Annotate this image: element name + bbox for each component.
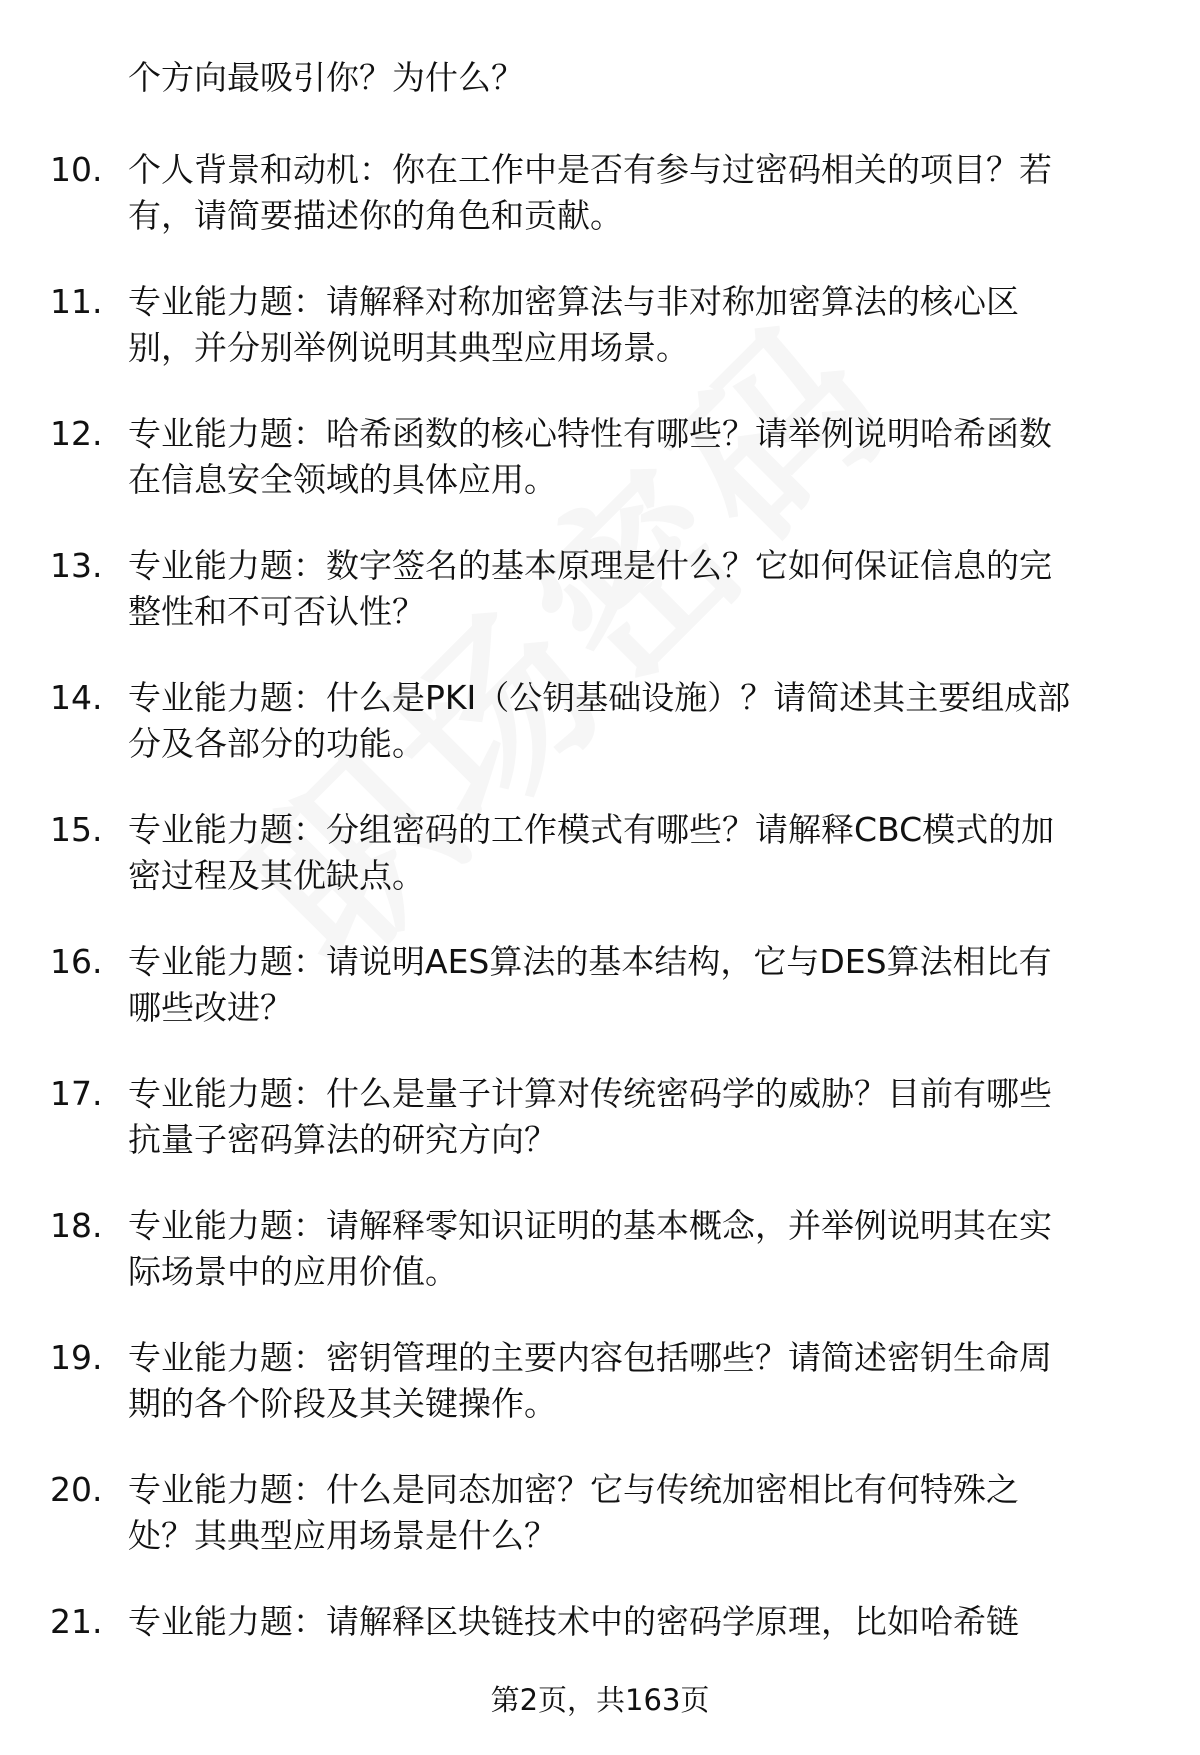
question-text-line: 在信息安全领域的具体应用。 (128, 460, 557, 499)
question-text-line: 分及各部分的功能。 (128, 724, 425, 763)
question-text-line: 专业能力题：数字签名的基本原理是什么？它如何保证信息的完 (128, 546, 1052, 585)
question-item (0, 147, 1200, 279)
question-text-line: 专业能力题：分组密码的工作模式有哪些？请解释CBC模式的加 (128, 810, 1055, 849)
question-text-line: 专业能力题：什么是PKI（公钥基础设施）？请简述其主要组成部 (128, 678, 1071, 717)
question-text-line: 处？其典型应用场景是什么？ (128, 1516, 557, 1555)
question-text-line: 专业能力题：密钥管理的主要内容包括哪些？请简述密钥生命周 (128, 1338, 1052, 1377)
question-item (0, 411, 1200, 543)
question-item (0, 279, 1200, 411)
question-text-line: 别，并分别举例说明其典型应用场景。 (128, 328, 689, 367)
question-text (128, 675, 1168, 767)
question-number: 17. (50, 1074, 103, 1113)
question-text (128, 939, 1168, 1031)
question-number: 16. (50, 942, 103, 981)
question-text (128, 1335, 1168, 1427)
question-number: 20. (50, 1470, 103, 1509)
question-number: 21. (50, 1602, 103, 1641)
question-item (0, 675, 1200, 807)
question-number: 18. (50, 1206, 103, 1245)
question-text-line: 专业能力题：请解释零知识证明的基本概念，并举例说明其在实 (128, 1206, 1052, 1245)
question-number: 14. (50, 678, 103, 717)
question-number: 13. (50, 546, 103, 585)
question-text-line: 际场景中的应用价值。 (128, 1252, 458, 1291)
question-text-line: 个人背景和动机：你在工作中是否有参与过密码相关的项目？若 (128, 150, 1052, 189)
question-text (128, 411, 1168, 503)
question-text-line: 专业能力题：请解释对称加密算法与非对称加密算法的核心区 (128, 282, 1019, 321)
question-item (0, 543, 1200, 675)
question-list (0, 147, 1200, 1731)
question-text-line: 专业能力题：什么是同态加密？它与传统加密相比有何特殊之 (128, 1470, 1019, 1509)
question-item (0, 1071, 1200, 1203)
question-number: 10. (50, 150, 103, 189)
question-item (0, 1335, 1200, 1467)
question-text (128, 1071, 1168, 1163)
question-text-line: 整性和不可否认性？ (128, 592, 425, 631)
question-number: 19. (50, 1338, 103, 1377)
question-text-line: 密过程及其优缺点。 (128, 856, 425, 895)
question-text-line: 期的各个阶段及其关键操作。 (128, 1384, 557, 1423)
question-text-line: 专业能力题：什么是量子计算对传统密码学的威胁？目前有哪些 (128, 1074, 1052, 1113)
continuation-text: 个方向最吸引你？为什么？ (128, 58, 524, 97)
question-text-line: 哪些改进？ (128, 988, 293, 1027)
question-text (128, 279, 1168, 371)
question-text (128, 147, 1168, 239)
question-item (0, 807, 1200, 939)
question-text-line: 有，请简要描述你的角色和贡献。 (128, 196, 623, 235)
question-item (0, 1467, 1200, 1599)
question-text-line: 专业能力题：哈希函数的核心特性有哪些？请举例说明哈希函数 (128, 414, 1052, 453)
question-number: 12. (50, 414, 103, 453)
question-text-line: 专业能力题：请说明AES算法的基本结构，它与DES算法相比有 (128, 942, 1052, 981)
question-text (128, 543, 1168, 635)
question-text (128, 1203, 1168, 1295)
question-text-line: 专业能力题：请解释区块链技术中的密码学原理，比如哈希链 (128, 1602, 1019, 1641)
question-text (128, 807, 1168, 899)
question-number: 15. (50, 810, 103, 849)
question-item (0, 1203, 1200, 1335)
question-number: 11. (50, 282, 103, 321)
question-text (128, 1467, 1168, 1559)
question-item (0, 939, 1200, 1071)
question-text-line: 抗量子密码算法的研究方向？ (128, 1120, 557, 1159)
page-footer: 第2页，共163页 (490, 1683, 710, 1717)
question-text (128, 1599, 1168, 1645)
